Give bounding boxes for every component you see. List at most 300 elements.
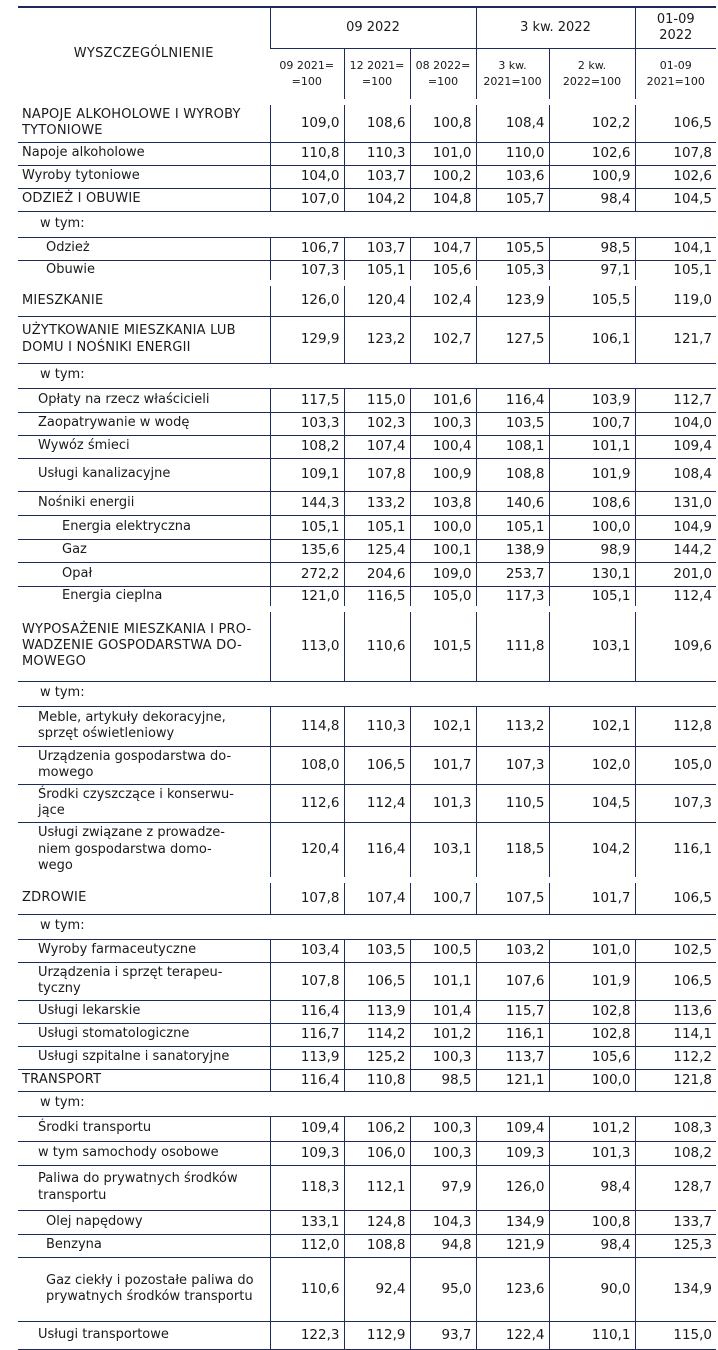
value-cell: 98,5 — [549, 237, 635, 260]
value-cell: 116,5 — [344, 586, 410, 609]
value-cell: 109,4 — [270, 1116, 344, 1141]
value-cell: 113,9 — [270, 1046, 344, 1069]
table-row — [18, 102, 716, 142]
table-row — [18, 458, 716, 491]
value-cell: 98,4 — [549, 1234, 635, 1257]
value-cell: 105,1 — [344, 260, 410, 283]
value-cell: 98,4 — [549, 188, 635, 211]
value-cell: 102,0 — [549, 746, 635, 784]
table-row — [18, 1234, 716, 1257]
value-cell: 107,3 — [635, 784, 716, 822]
value-cell: 92,4 — [344, 1257, 410, 1321]
table-row — [18, 283, 716, 316]
value-cell: 101,7 — [549, 880, 635, 914]
value-cell: 100,9 — [549, 165, 635, 188]
value-cell: 134,9 — [476, 1210, 549, 1234]
value-cell: 106,5 — [344, 746, 410, 784]
value-cell: 110,6 — [270, 1257, 344, 1321]
row-label-wyposazenie-mieszkania-i-pro-wadzenie-gospodarstwa-do-mowego: WYPOSAŻENIE MIESZKANIA I PRO- WADZENIE GOSPODARSTWA DO- MOWEGO — [18, 609, 270, 681]
value-cell: 105,1 — [476, 515, 549, 539]
value-cell: 105,0 — [635, 746, 716, 784]
subheader-row — [18, 681, 716, 706]
value-cell: 133,7 — [635, 1210, 716, 1234]
group-header-01-09-2022: 01-09 2022 — [635, 7, 716, 49]
value-cell: 102,3 — [344, 412, 410, 435]
value-cell: 111,8 — [476, 609, 549, 681]
subheader-row — [18, 363, 716, 388]
value-cell: 100,0 — [410, 515, 476, 539]
col-header-08-2022: 08 2022= =100 — [410, 49, 476, 103]
value-cell: 102,6 — [635, 165, 716, 188]
value-cell: 109,6 — [635, 609, 716, 681]
value-cell: 112,4 — [344, 784, 410, 822]
row-label-w-tym: w tym: — [18, 1091, 716, 1116]
value-cell: 102,1 — [549, 706, 635, 746]
row-label-w-tym: w tym: — [18, 211, 716, 237]
subheader-row — [18, 1091, 716, 1116]
row-label-uslugi-zwiazane-z-prowadze-niem-gospodarstwa-domo-wego: Usługi związane z prowadze- niem gospodarstwa domo- wego — [18, 822, 270, 880]
value-cell: 112,1 — [344, 1165, 410, 1210]
value-cell: 108,4 — [476, 102, 549, 142]
value-cell: 121,7 — [635, 316, 716, 363]
value-cell: 135,6 — [270, 539, 344, 562]
table-row — [18, 1141, 716, 1165]
value-cell: 104,7 — [410, 237, 476, 260]
value-cell: 125,4 — [344, 539, 410, 562]
value-cell: 98,4 — [549, 1165, 635, 1210]
value-cell: 102,4 — [410, 283, 476, 316]
row-label-uzytkowanie-mieszkania-lub-domu-i-nosniki-energii: UŻYTKOWANIE MIESZKANIA LUB DOMU I NOŚNIKI ENERGII — [18, 316, 270, 363]
value-cell: 108,2 — [270, 435, 344, 458]
table-row — [18, 1116, 716, 1141]
row-label-gaz: Gaz — [18, 539, 270, 562]
table-row — [18, 435, 716, 458]
row-label-opal: Opał — [18, 562, 270, 586]
value-cell: 108,1 — [476, 435, 549, 458]
value-cell: 129,9 — [270, 316, 344, 363]
table-row — [18, 822, 716, 880]
value-cell: 113,6 — [635, 1000, 716, 1023]
value-cell: 103,3 — [270, 412, 344, 435]
value-cell: 97,1 — [549, 260, 635, 283]
value-cell: 114,1 — [635, 1023, 716, 1046]
value-cell: 102,2 — [549, 102, 635, 142]
value-cell: 116,4 — [270, 1000, 344, 1023]
value-cell: 108,4 — [635, 458, 716, 491]
value-cell: 93,7 — [410, 1321, 476, 1349]
row-label-wyroby-farmaceutyczne: Wyroby farmaceutyczne — [18, 939, 270, 962]
value-cell: 104,1 — [635, 237, 716, 260]
value-cell: 108,8 — [344, 1234, 410, 1257]
value-cell: 100,7 — [549, 412, 635, 435]
value-cell: 107,8 — [344, 458, 410, 491]
value-cell: 103,7 — [344, 237, 410, 260]
value-cell: 118,3 — [270, 1165, 344, 1210]
value-cell: 100,3 — [410, 1141, 476, 1165]
table-row — [18, 316, 716, 363]
value-cell: 105,1 — [344, 515, 410, 539]
value-cell: 138,9 — [476, 539, 549, 562]
value-cell: 103,4 — [270, 939, 344, 962]
col-header-3kw-2021: 3 kw. 2021=100 — [476, 49, 549, 103]
value-cell: 102,6 — [549, 142, 635, 165]
table-row — [18, 939, 716, 962]
value-cell: 102,5 — [635, 939, 716, 962]
row-label-odziez-i-obuwie: ODZIEŻ I OBUWIE — [18, 188, 270, 211]
value-cell: 100,0 — [549, 1069, 635, 1091]
value-cell: 100,2 — [410, 165, 476, 188]
value-cell: 123,6 — [476, 1257, 549, 1321]
value-cell: 109,0 — [410, 562, 476, 586]
value-cell: 110,1 — [549, 1321, 635, 1349]
value-cell: 110,8 — [270, 142, 344, 165]
row-label-urzadzenia-i-sprzet-terapeu-tyczny: Urządzenia i sprzęt terapeu- tyczny — [18, 962, 270, 1000]
table-row — [18, 880, 716, 914]
group-header-3kw-2022: 3 kw. 2022 — [476, 7, 635, 49]
value-cell: 106,5 — [635, 880, 716, 914]
value-cell: 94,8 — [410, 1234, 476, 1257]
value-cell: 104,0 — [635, 412, 716, 435]
value-cell: 104,0 — [270, 165, 344, 188]
value-cell: 110,6 — [344, 609, 410, 681]
value-cell: 108,6 — [344, 102, 410, 142]
table-row — [18, 1000, 716, 1023]
value-cell: 104,3 — [410, 1210, 476, 1234]
value-cell: 112,8 — [635, 706, 716, 746]
table-row — [18, 491, 716, 515]
table-row — [18, 706, 716, 746]
value-cell: 102,1 — [410, 706, 476, 746]
row-label-srodki-transportu: Środki transportu — [18, 1116, 270, 1141]
value-cell: 103,1 — [410, 822, 476, 880]
value-cell: 101,9 — [549, 962, 635, 1000]
value-cell: 131,0 — [635, 491, 716, 515]
table-row — [18, 142, 716, 165]
value-cell: 98,5 — [410, 1069, 476, 1091]
value-cell: 133,1 — [270, 1210, 344, 1234]
value-cell: 107,3 — [270, 260, 344, 283]
value-cell: 107,3 — [476, 746, 549, 784]
value-cell: 125,3 — [635, 1234, 716, 1257]
value-cell: 112,6 — [270, 784, 344, 822]
value-cell: 101,9 — [549, 458, 635, 491]
value-cell: 100,8 — [549, 1210, 635, 1234]
row-label-benzyna: Benzyna — [18, 1234, 270, 1257]
value-cell: 103,2 — [476, 939, 549, 962]
value-cell: 104,2 — [344, 188, 410, 211]
value-cell: 104,8 — [410, 188, 476, 211]
value-cell: 120,4 — [344, 283, 410, 316]
value-cell: 144,3 — [270, 491, 344, 515]
value-cell: 100,3 — [410, 1046, 476, 1069]
row-label-energia-cieplna: Energia cieplna — [18, 586, 270, 609]
value-cell: 134,9 — [635, 1257, 716, 1321]
table-row — [18, 1257, 716, 1321]
row-label-transport: TRANSPORT — [18, 1069, 270, 1091]
value-cell: 123,9 — [476, 283, 549, 316]
table-row — [18, 1165, 716, 1210]
value-cell: 105,7 — [476, 188, 549, 211]
value-cell: 108,8 — [476, 458, 549, 491]
row-label-paliwa-do-prywatnych-srodkow-transportu: Paliwa do prywatnych środków transportu — [18, 1165, 270, 1210]
value-cell: 121,9 — [476, 1234, 549, 1257]
value-cell: 112,7 — [635, 388, 716, 412]
value-cell: 103,8 — [410, 491, 476, 515]
value-cell: 126,0 — [476, 1165, 549, 1210]
col-header-09-2021: 09 2021= =100 — [270, 49, 344, 103]
value-cell: 113,2 — [476, 706, 549, 746]
row-label-uslugi-kanalizacyjne: Usługi kanalizacyjne — [18, 458, 270, 491]
value-cell: 102,8 — [549, 1023, 635, 1046]
row-label-uslugi-stomatologiczne: Usługi stomatologiczne — [18, 1023, 270, 1046]
table-row — [18, 237, 716, 260]
value-cell: 133,2 — [344, 491, 410, 515]
value-cell: 108,3 — [635, 1116, 716, 1141]
subheader-row — [18, 211, 716, 237]
value-cell: 272,2 — [270, 562, 344, 586]
row-label-uslugi-transportowe: Usługi transportowe — [18, 1321, 270, 1349]
value-cell: 104,5 — [549, 784, 635, 822]
value-cell: 101,3 — [410, 784, 476, 822]
value-cell: 126,0 — [270, 283, 344, 316]
value-cell: 107,6 — [476, 962, 549, 1000]
value-cell: 100,5 — [410, 939, 476, 962]
row-label-zaopatrywanie-w-wode: Zaopatrywanie w wodę — [18, 412, 270, 435]
value-cell: 118,5 — [476, 822, 549, 880]
value-cell: 119,0 — [635, 283, 716, 316]
value-cell: 117,3 — [476, 586, 549, 609]
table-row — [18, 746, 716, 784]
value-cell: 253,7 — [476, 562, 549, 586]
value-cell: 100,7 — [410, 880, 476, 914]
table-row — [18, 586, 716, 609]
value-cell: 110,5 — [476, 784, 549, 822]
stub-header: WYSZCZEGÓLNIENIE — [18, 7, 270, 102]
row-label-w-tym: w tym: — [18, 914, 716, 939]
value-cell: 115,0 — [344, 388, 410, 412]
value-cell: 105,1 — [635, 260, 716, 283]
row-label-obuwie: Obuwie — [18, 260, 270, 283]
row-label-zdrowie: ZDROWIE — [18, 880, 270, 914]
value-cell: 144,2 — [635, 539, 716, 562]
value-cell: 101,2 — [549, 1116, 635, 1141]
value-cell: 123,2 — [344, 316, 410, 363]
row-label-uslugi-szpitalne-i-sanatoryjne: Usługi szpitalne i sanatoryjne — [18, 1046, 270, 1069]
value-cell: 116,1 — [476, 1023, 549, 1046]
value-cell: 106,5 — [344, 962, 410, 1000]
value-cell: 201,0 — [635, 562, 716, 586]
value-cell: 110,0 — [476, 142, 549, 165]
value-cell: 100,9 — [410, 458, 476, 491]
value-cell: 102,8 — [549, 1000, 635, 1023]
value-cell: 103,5 — [476, 412, 549, 435]
value-cell: 105,6 — [549, 1046, 635, 1069]
value-cell: 104,9 — [635, 515, 716, 539]
value-cell: 122,3 — [270, 1321, 344, 1349]
value-cell: 105,5 — [549, 283, 635, 316]
row-label-uslugi-lekarskie: Usługi lekarskie — [18, 1000, 270, 1023]
value-cell: 112,2 — [635, 1046, 716, 1069]
table-row — [18, 260, 716, 283]
table-row — [18, 1321, 716, 1349]
value-cell: 97,9 — [410, 1165, 476, 1210]
value-cell: 98,9 — [549, 539, 635, 562]
row-label-w-tym: w tym: — [18, 363, 716, 388]
value-cell: 130,1 — [549, 562, 635, 586]
row-label-odziez: Odzież — [18, 237, 270, 260]
table-row — [18, 562, 716, 586]
value-cell: 106,7 — [270, 237, 344, 260]
value-cell: 107,5 — [476, 880, 549, 914]
row-label-oplaty-na-rzecz-wlascicieli: Opłaty na rzecz właścicieli — [18, 388, 270, 412]
value-cell: 121,0 — [270, 586, 344, 609]
value-cell: 121,1 — [476, 1069, 549, 1091]
value-cell: 112,9 — [344, 1321, 410, 1349]
value-cell: 107,8 — [270, 880, 344, 914]
value-cell: 101,4 — [410, 1000, 476, 1023]
value-cell: 105,0 — [410, 586, 476, 609]
value-cell: 115,7 — [476, 1000, 549, 1023]
value-cell: 103,1 — [549, 609, 635, 681]
value-cell: 103,7 — [344, 165, 410, 188]
value-cell: 101,6 — [410, 388, 476, 412]
value-cell: 120,4 — [270, 822, 344, 880]
value-cell: 100,8 — [410, 102, 476, 142]
value-cell: 100,3 — [410, 1116, 476, 1141]
value-cell: 116,4 — [476, 388, 549, 412]
table-row — [18, 1210, 716, 1234]
value-cell: 110,3 — [344, 142, 410, 165]
table-row — [18, 165, 716, 188]
value-cell: 114,2 — [344, 1023, 410, 1046]
value-cell: 109,0 — [270, 102, 344, 142]
value-cell: 101,0 — [549, 939, 635, 962]
value-cell: 107,8 — [635, 142, 716, 165]
table-row — [18, 1046, 716, 1069]
row-label-srodki-czyszczace-i-konserwu-jace: Środki czyszczące i konserwu- jące — [18, 784, 270, 822]
value-cell: 116,4 — [344, 822, 410, 880]
row-label-napoje-alkoholowe-i-wyroby-tytoniowe: NAPOJE ALKOHOLOWE I WYROBY TYTONIOWE — [18, 102, 270, 142]
value-cell: 113,9 — [344, 1000, 410, 1023]
value-cell: 117,5 — [270, 388, 344, 412]
col-header-01-09-2021: 01-09 2021=100 — [635, 49, 716, 103]
value-cell: 105,5 — [476, 237, 549, 260]
value-cell: 103,6 — [476, 165, 549, 188]
table-row — [18, 412, 716, 435]
value-cell: 101,1 — [410, 962, 476, 1000]
row-label-energia-elektryczna: Energia elektryczna — [18, 515, 270, 539]
table-row — [18, 1069, 716, 1091]
value-cell: 100,1 — [410, 539, 476, 562]
value-cell: 116,7 — [270, 1023, 344, 1046]
row-label-gaz-ciekly-i-pozostale-paliwa-do-prywatnych-srodkow-transportu: Gaz ciekły i pozostałe paliwa do prywatnych środków transportu — [18, 1257, 270, 1321]
value-cell: 100,3 — [410, 412, 476, 435]
table-row — [18, 515, 716, 539]
value-cell: 105,1 — [549, 586, 635, 609]
col-header-2kw-2022: 2 kw. 2022=100 — [549, 49, 635, 103]
value-cell: 113,7 — [476, 1046, 549, 1069]
price-index-table — [18, 6, 716, 1350]
value-cell: 108,2 — [635, 1141, 716, 1165]
value-cell: 101,0 — [410, 142, 476, 165]
value-cell: 204,6 — [344, 562, 410, 586]
value-cell: 121,8 — [635, 1069, 716, 1091]
value-cell: 105,3 — [476, 260, 549, 283]
value-cell: 112,4 — [635, 586, 716, 609]
value-cell: 109,3 — [270, 1141, 344, 1165]
value-cell: 100,4 — [410, 435, 476, 458]
row-label-meble-artykuly-dekoracyjne-sprzet-oswietleniowy: Meble, artykuły dekoracyjne, sprzęt oświetleniowy — [18, 706, 270, 746]
value-cell: 122,4 — [476, 1321, 549, 1349]
row-label-mieszkanie: MIESZKANIE — [18, 283, 270, 316]
value-cell: 106,5 — [635, 102, 716, 142]
value-cell: 107,4 — [344, 880, 410, 914]
table-row — [18, 784, 716, 822]
value-cell: 127,5 — [476, 316, 549, 363]
value-cell: 115,0 — [635, 1321, 716, 1349]
value-cell: 109,4 — [635, 435, 716, 458]
value-cell: 103,5 — [344, 939, 410, 962]
value-cell: 105,1 — [270, 515, 344, 539]
table-row — [18, 388, 716, 412]
table-row — [18, 188, 716, 211]
table-row — [18, 962, 716, 1000]
value-cell: 107,8 — [270, 962, 344, 1000]
table-row — [18, 1023, 716, 1046]
value-cell: 90,0 — [549, 1257, 635, 1321]
group-header-09-2022: 09 2022 — [270, 7, 476, 49]
row-label-urzadzenia-gospodarstwa-do-mowego: Urządzenia gospodarstwa do- mowego — [18, 746, 270, 784]
value-cell: 124,8 — [344, 1210, 410, 1234]
value-cell: 101,7 — [410, 746, 476, 784]
value-cell: 113,0 — [270, 609, 344, 681]
value-cell: 106,1 — [549, 316, 635, 363]
value-cell: 107,0 — [270, 188, 344, 211]
value-cell: 100,0 — [549, 515, 635, 539]
value-cell: 104,5 — [635, 188, 716, 211]
value-cell: 116,1 — [635, 822, 716, 880]
value-cell: 101,1 — [549, 435, 635, 458]
value-cell: 95,0 — [410, 1257, 476, 1321]
value-cell: 116,4 — [270, 1069, 344, 1091]
value-cell: 125,2 — [344, 1046, 410, 1069]
row-label-wywoz-smieci: Wywóz śmieci — [18, 435, 270, 458]
value-cell: 110,3 — [344, 706, 410, 746]
value-cell: 109,1 — [270, 458, 344, 491]
value-cell: 106,5 — [635, 962, 716, 1000]
row-label-w-tym-samochody-osobowe: w tym samochody osobowe — [18, 1141, 270, 1165]
value-cell: 109,3 — [476, 1141, 549, 1165]
value-cell: 104,2 — [549, 822, 635, 880]
value-cell: 106,0 — [344, 1141, 410, 1165]
col-header-12-2021: 12 2021= =100 — [344, 49, 410, 103]
table-row — [18, 609, 716, 681]
table-row — [18, 539, 716, 562]
value-cell: 128,7 — [635, 1165, 716, 1210]
value-cell: 103,9 — [549, 388, 635, 412]
subheader-row — [18, 914, 716, 939]
value-cell: 101,2 — [410, 1023, 476, 1046]
value-cell: 107,4 — [344, 435, 410, 458]
row-label-olej-napedowy: Olej napędowy — [18, 1210, 270, 1234]
value-cell: 106,2 — [344, 1116, 410, 1141]
value-cell: 105,6 — [410, 260, 476, 283]
value-cell: 101,3 — [549, 1141, 635, 1165]
value-cell: 108,6 — [549, 491, 635, 515]
row-label-napoje-alkoholowe: Napoje alkoholowe — [18, 142, 270, 165]
value-cell: 102,7 — [410, 316, 476, 363]
row-label-nosniki-energii: Nośniki energii — [18, 491, 270, 515]
